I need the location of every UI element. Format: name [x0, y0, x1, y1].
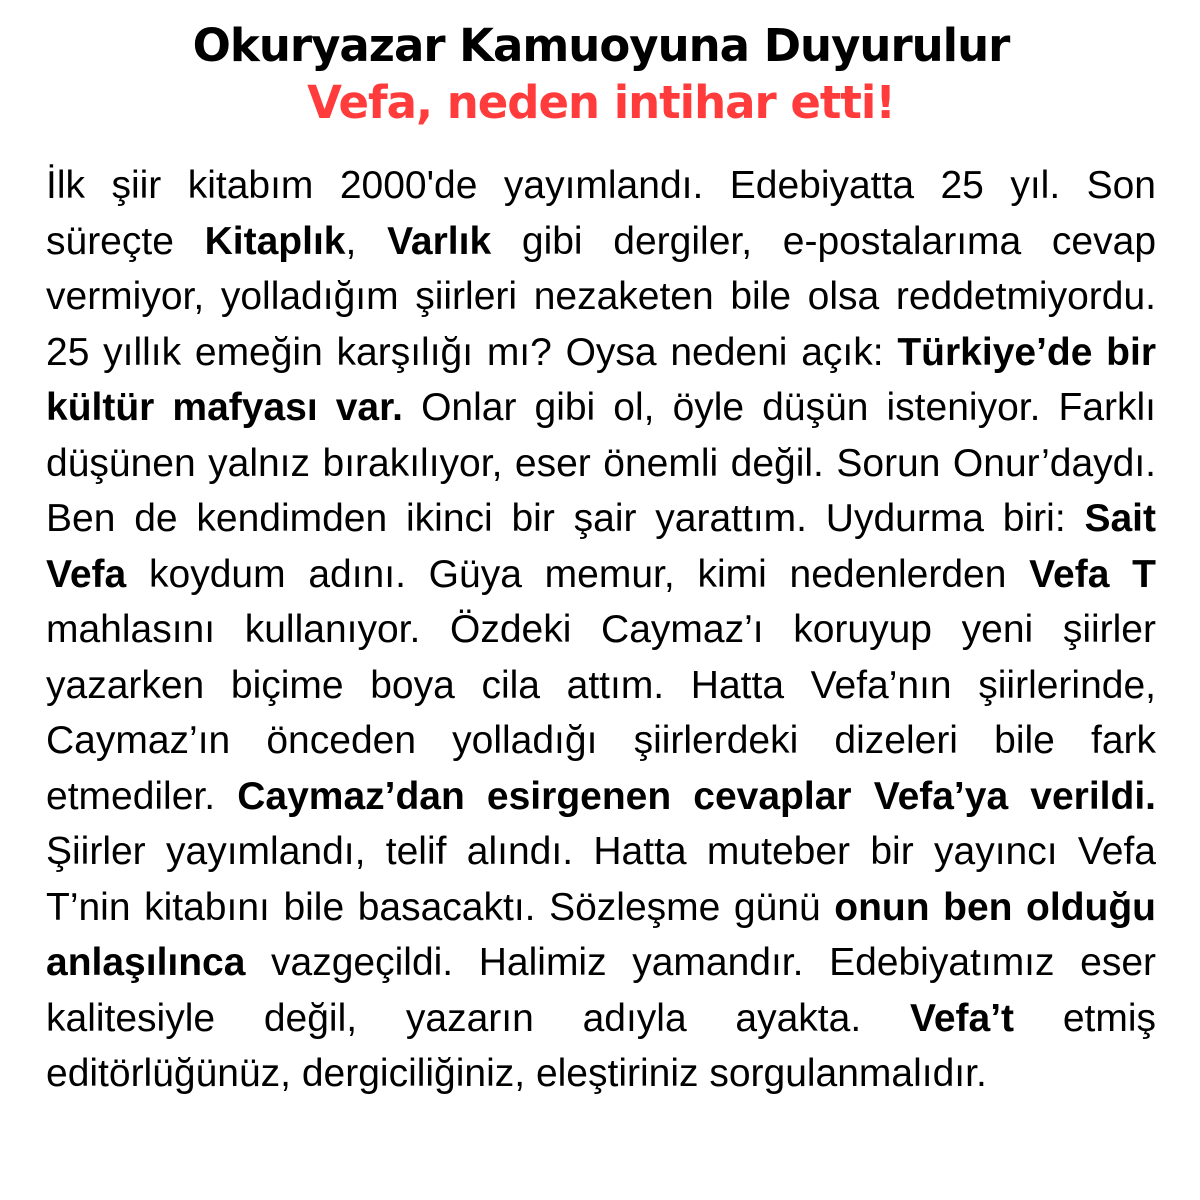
body-text-segment: etmiş editörlüğünüz, dergiciliğiniz, eleştiriniz sorgulanmalıdır.: [46, 996, 1156, 1095]
bold-phrase-sait-vefa: Sait Vefa: [46, 497, 1156, 596]
bold-phrase-kitaplik: Kitaplık: [204, 219, 346, 263]
bold-phrase-kultur-mafyasi: Türkiye’de bir kültür mafyası var.: [46, 330, 1157, 429]
body-text-segment: mahlasını kullanıyor. Özdeki Caymaz’ı koruyup yeni şiirler yazarken biçime boya cila attım. Hatta Vefa’nın şiirlerinde, Caymaz’ın önceden yolladığı şiirlerdeki dizeleri bile fark etmediler.: [46, 608, 1156, 818]
body-text-segment: koydum adını. Güya memur, kimi nedenlerden: [126, 552, 1030, 596]
bold-phrase-vefa-t: Vefa T: [1029, 552, 1156, 596]
bold-phrase-varlik: Varlık: [387, 219, 492, 263]
bold-phrase-anlasilinca: onun ben olduğu anlaşılınca: [46, 885, 1156, 984]
body-paragraph: [46, 158, 1156, 1102]
body-text-segment: ,: [345, 219, 388, 263]
page-title: Okuryazar Kamuoyuna Duyurulur: [192, 19, 1010, 72]
body-text-segment: vazgeçildi. Halimiz yamandır. Edebiyatımız eser kalitesiyle değil, yazarın adıyla ayakta.: [46, 941, 1156, 1040]
body-text-segment: Onlar gibi ol, öyle düşün isteniyor. Farklı düşünen yalnız bırakılıyor, eser önemli değil. Sorun Onur’daydı. Ben de kendimden ikinci bir şair yarattım. Uydurma biri:: [46, 386, 1157, 540]
page-subtitle: Vefa, neden intihar etti!: [307, 76, 895, 129]
bold-phrase-cevaplar: Caymaz’dan esirgenen cevaplar Vefa’ya verildi.: [237, 774, 1156, 818]
body-text-segment: gibi dergiler, e-postalarıma cevap vermiyor, yolladığım şiirleri nezaketen bile olsa reddetmiyordu. 25 yıllık emeğin karşılığı mı? Oysa nedeni açık:: [46, 219, 1157, 374]
bold-phrase-vefat: Vefa’t: [909, 996, 1015, 1040]
body-text-segment: İlk şiir kitabım 2000'de yayımlandı. Edebiyatta 25 yıl. Son süreçte: [46, 164, 1156, 263]
body-text-segment: Şiirler yayımlandı, telif alındı. Hatta muteber bir yayıncı Vefa T’nin kitabını bile basacaktı. Sözleşme günü: [46, 830, 1156, 929]
